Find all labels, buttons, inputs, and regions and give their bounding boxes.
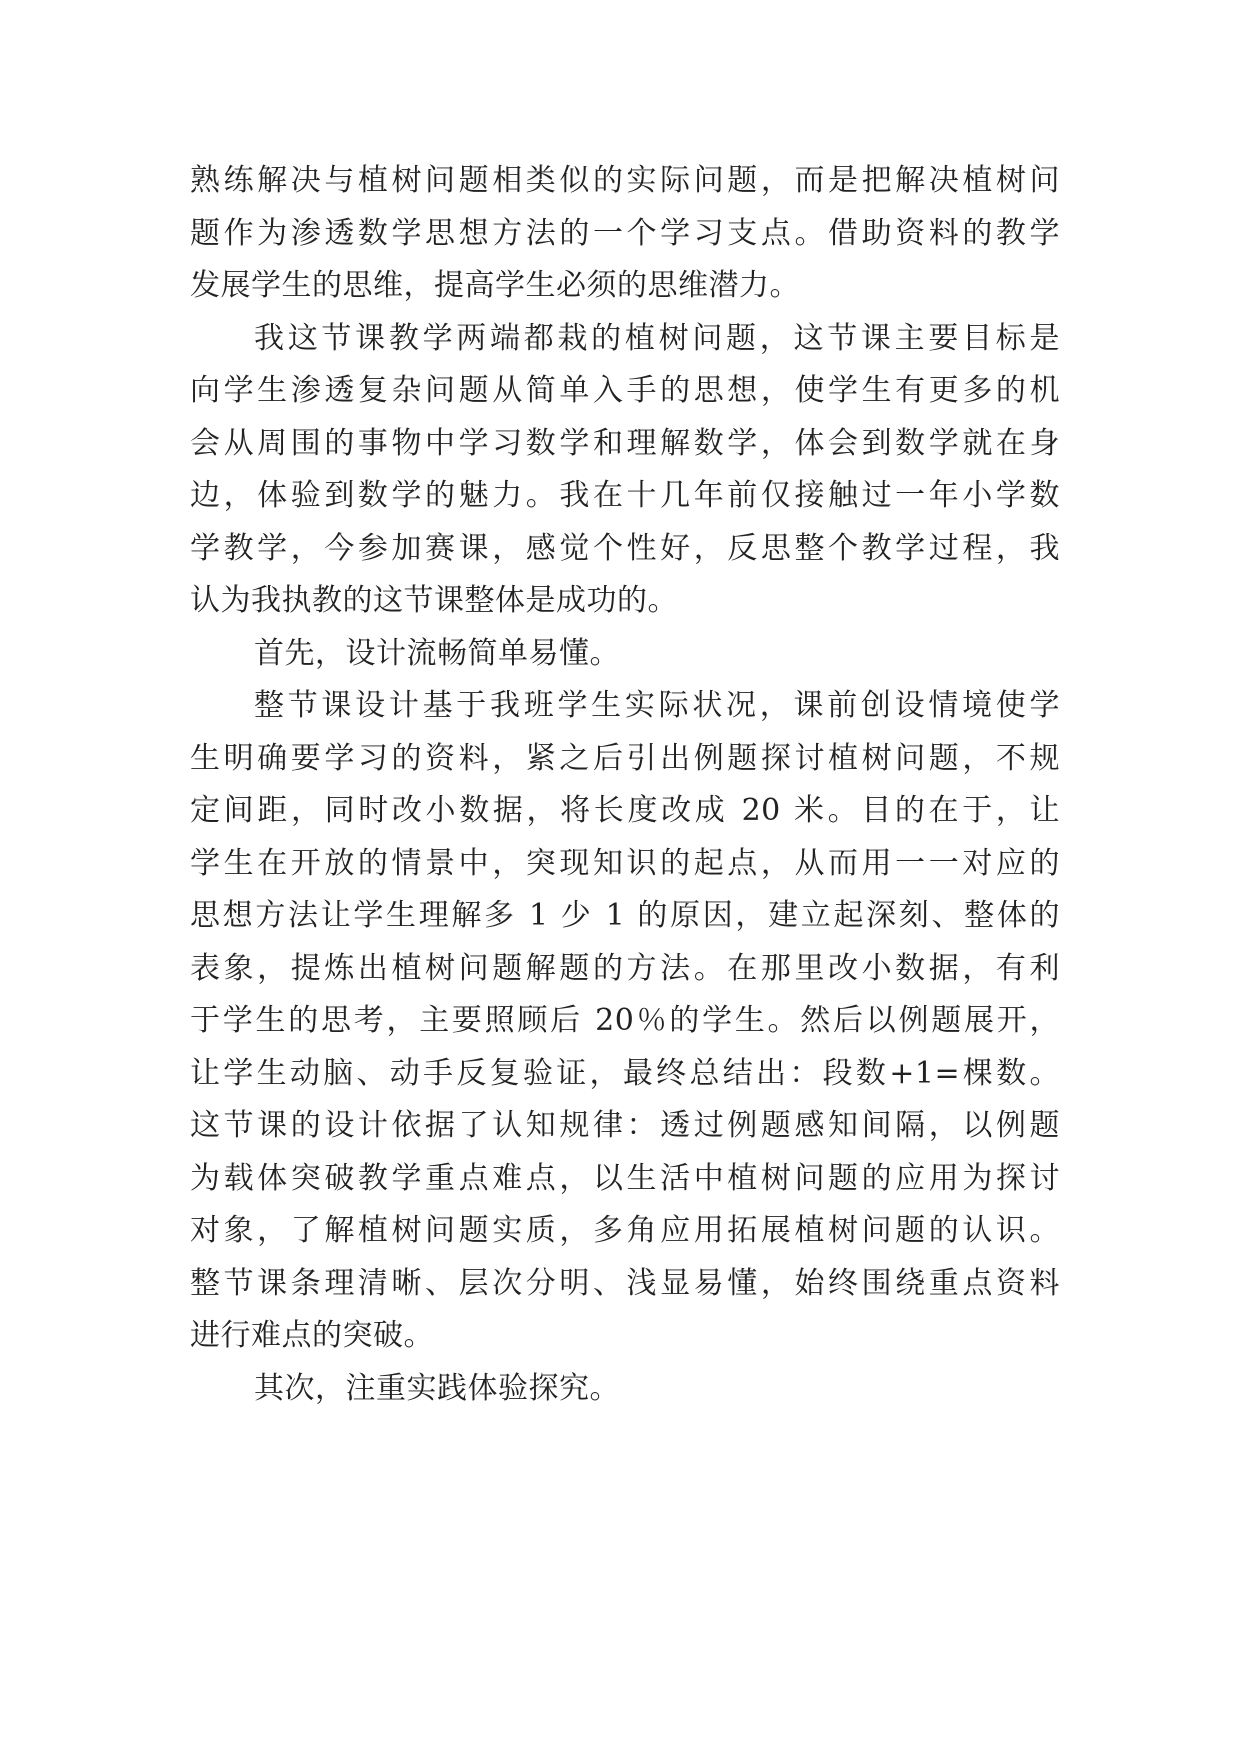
paragraph	[190, 680, 1060, 1363]
text-line: 我这节课教学两端都栽的植树问题，这节课主要目标是	[254, 320, 1060, 356]
text-line: 认为我执教的这节课整体是成功的。	[190, 583, 678, 618]
text-line: 边，体验到数学的魅力。我在十几年前仅接触过一年小学数	[190, 478, 1060, 513]
text-line: 定间距，同时改小数据，将长度改成 20 米。目的在于，让	[190, 793, 1060, 828]
text-line: 思想方法让学生理解多 1 少 1 的原因，建立起深刻、整体的	[190, 898, 1060, 933]
text-line: 于学生的思考，主要照顾后 20％的学生。然后以例题展开，	[190, 1003, 1060, 1038]
text-line: 首先，设计流畅简单易懂。	[254, 635, 620, 671]
paragraph	[190, 628, 1060, 681]
text-line: 对象，了解植树问题实质，多角应用拓展植树问题的认识。	[190, 1213, 1060, 1248]
text-line: 熟练解决与植树问题相类似的实际问题，而是把解决植树问	[190, 163, 1060, 198]
paragraph	[190, 313, 1060, 628]
text-line: 其次，注重实践体验探究。	[254, 1370, 620, 1406]
text-line: 向学生渗透复杂问题从简单入手的思想，使学生有更多的机	[190, 373, 1060, 408]
text-line: 题作为渗透数学思想方法的一个学习支点。借助资料的教学	[190, 215, 1060, 251]
text-line: 学生在开放的情景中，突现知识的起点，从而用一一对应的	[190, 845, 1060, 881]
text-line: 生明确要学习的资料，紧之后引出例题探讨植树问题，不规	[190, 740, 1060, 776]
text-line: 学教学，今参加赛课，感觉个性好，反思整个教学过程，我	[190, 530, 1060, 566]
text-line: 表象，提炼出植树问题解题的方法。在那里改小数据，有利	[190, 950, 1060, 986]
text-line: 整节课设计基于我班学生实际状况，课前创设情境使学	[254, 688, 1060, 723]
paragraph	[190, 155, 1060, 313]
text-line: 这节课的设计依据了认知规律：透过例题感知间隔，以例题	[190, 1108, 1060, 1143]
text-line: 整节课条理清晰、层次分明、浅显易懂，始终围绕重点资料	[190, 1265, 1060, 1301]
paragraph	[190, 1363, 1060, 1416]
text-line: 发展学生的思维，提高学生必须的思维潜力。	[190, 268, 800, 303]
text-line: 为载体突破教学重点难点，以生活中植树问题的应用为探讨	[190, 1160, 1060, 1196]
text-line: 让学生动脑、动手反复验证，最终总结出：段数+1=棵数。	[190, 1055, 1060, 1091]
text-line: 进行难点的突破。	[190, 1318, 434, 1353]
text-line: 会从周围的事物中学习数学和理解数学，体会到数学就在身	[190, 425, 1060, 461]
document-body	[190, 155, 1060, 1415]
